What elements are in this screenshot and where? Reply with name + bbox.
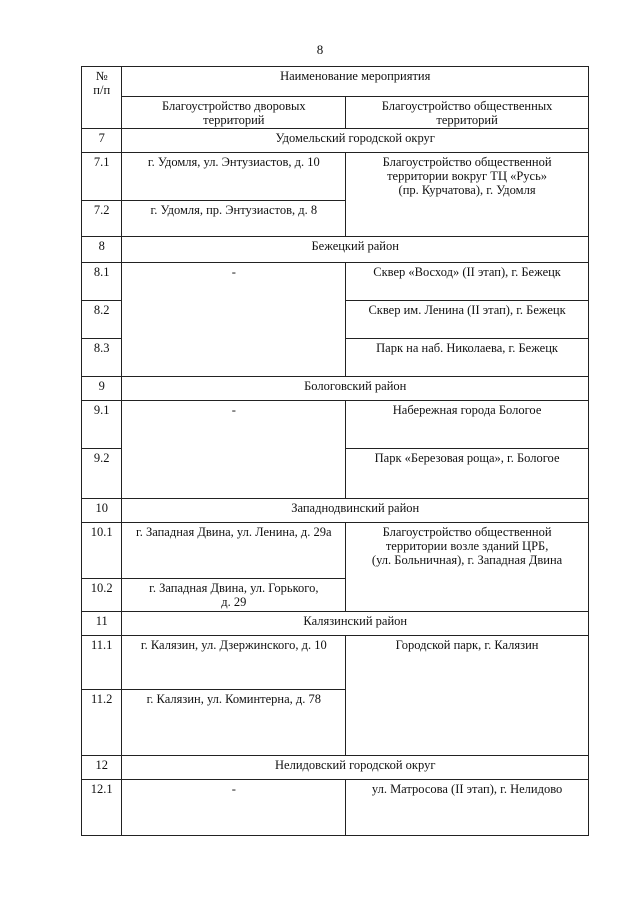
header-yard-territories: Благоустройство дворовых территорий [122, 97, 346, 129]
row-public: Сквер им. Ленина (II этап), г. Бежецк [346, 301, 589, 339]
row-yard: г. Удомля, ул. Энтузиастов, д. 10 [122, 153, 346, 201]
row-yard: г. Удомля, пр. Энтузиастов, д. 8 [122, 201, 346, 237]
row-number: 10.2 [82, 579, 122, 612]
row-public: Сквер «Восход» (II этап), г. Бежецк [346, 263, 589, 301]
row-number: 8.2 [82, 301, 122, 339]
row-yard: - [122, 780, 346, 836]
row-number: 9.1 [82, 401, 122, 449]
row-number: 8.3 [82, 339, 122, 377]
row-public: Парк на наб. Николаева, г. Бежецк [346, 339, 589, 377]
group-number: 7 [82, 129, 122, 153]
header-public-territories: Благоустройство общественных территорий [346, 97, 589, 129]
row-number: 9.2 [82, 449, 122, 499]
row-public: Благоустройство общественной территории вокруг ТЦ «Русь» (пр. Курчатова), г. Удомля [346, 153, 589, 237]
group-name: Калязинский район [122, 612, 589, 636]
row-number: 8.1 [82, 263, 122, 301]
row-public: Городской парк, г. Калязин [346, 636, 589, 756]
group-name: Западнодвинский район [122, 499, 589, 523]
row-public: Благоустройство общественной территории возле зданий ЦРБ, (ул. Больничная), г. Западная Двина [346, 523, 589, 612]
group-name: Бежецкий район [122, 237, 589, 263]
row-number: 10.1 [82, 523, 122, 579]
row-public: Парк «Березовая роща», г. Бологое [346, 449, 589, 499]
row-public: Набережная города Бологое [346, 401, 589, 449]
header-event-name: Наименование мероприятия [122, 67, 589, 97]
row-yard: г. Западная Двина, ул. Горького, д. 29 [122, 579, 346, 612]
row-yard: - [122, 401, 346, 499]
row-public: ул. Матросова (II этап), г. Нелидово [346, 780, 589, 836]
group-name: Бологовский район [122, 377, 589, 401]
row-number: 7.2 [82, 201, 122, 237]
row-yard: - [122, 263, 346, 377]
row-yard: г. Калязин, ул. Дзержинского, д. 10 [122, 636, 346, 690]
row-number: 11.2 [82, 690, 122, 756]
group-name: Удомельский городской округ [122, 129, 589, 153]
row-number: 12.1 [82, 780, 122, 836]
page-number: 8 [316, 42, 324, 57]
header-number: № п/п [82, 67, 122, 129]
row-number: 11.1 [82, 636, 122, 690]
row-number: 7.1 [82, 153, 122, 201]
group-name: Нелидовский городской округ [122, 756, 589, 780]
group-number: 11 [82, 612, 122, 636]
group-number: 10 [82, 499, 122, 523]
group-number: 9 [82, 377, 122, 401]
events-table [81, 66, 589, 836]
row-yard: г. Калязин, ул. Коминтерна, д. 78 [122, 690, 346, 756]
row-yard: г. Западная Двина, ул. Ленина, д. 29а [122, 523, 346, 579]
group-number: 12 [82, 756, 122, 780]
group-number: 8 [82, 237, 122, 263]
